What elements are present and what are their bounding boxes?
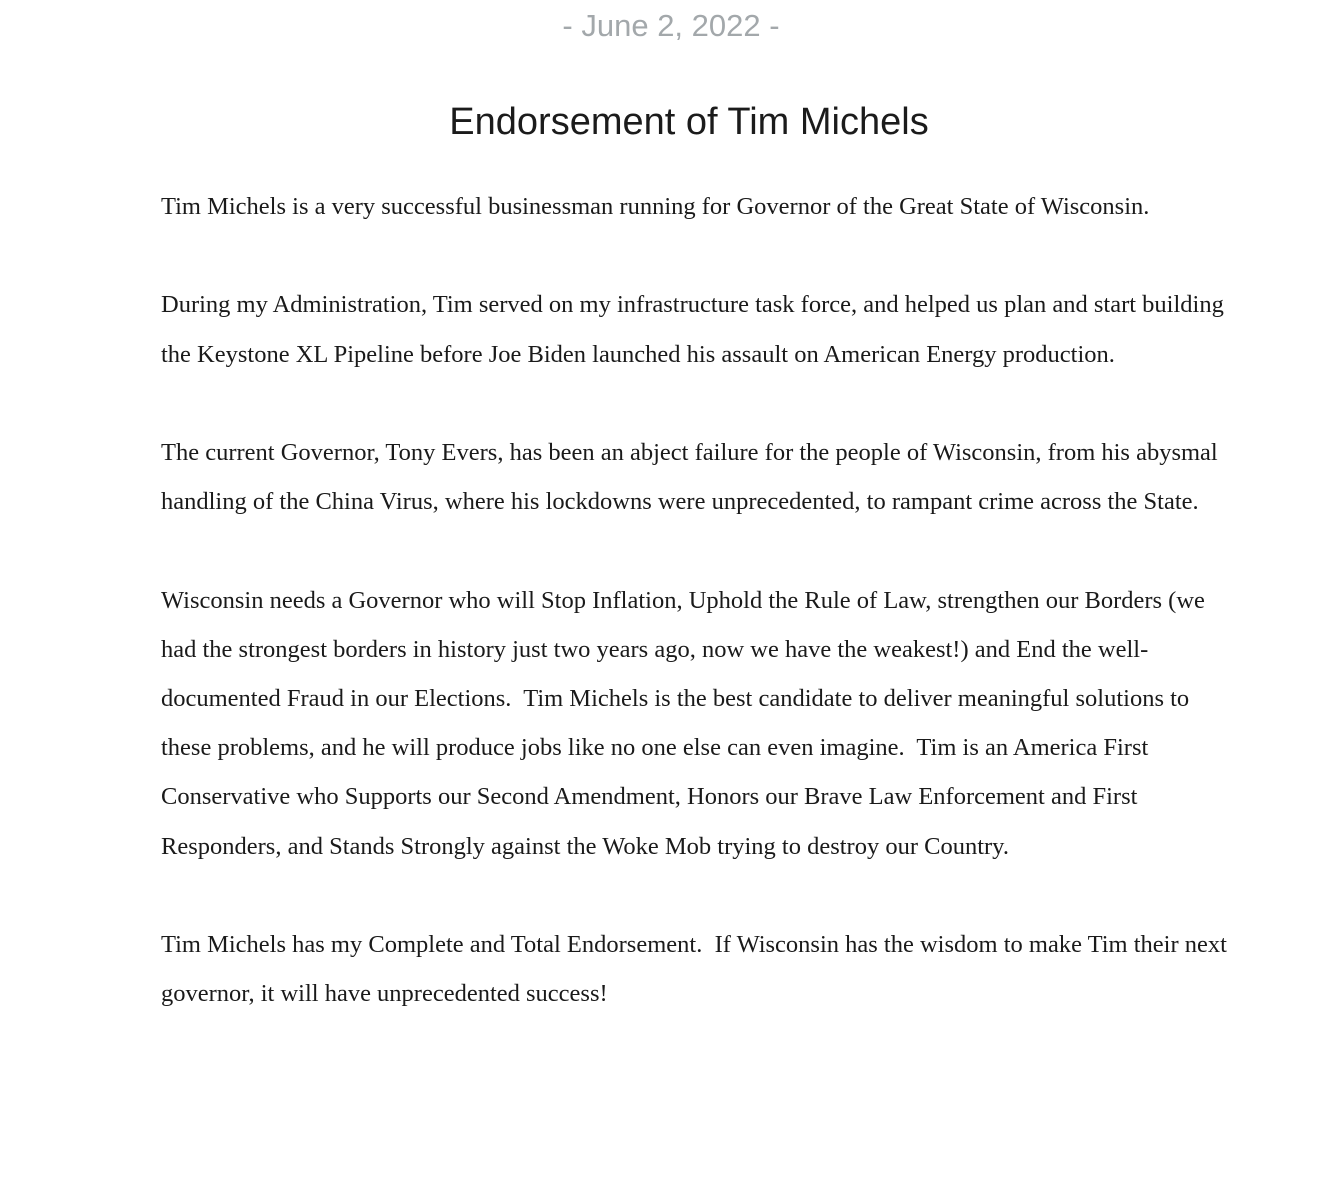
paragraph-administration: During my Administration, Tim served on my infrastructure task force, and helped us plan and start building the Keystone XL Pipeline before Joe Biden launched his assault on American Energy production. <box>161 291 1230 368</box>
document-date: - June 2, 2022 - <box>562 8 780 43</box>
document-title: Endorsement of Tim Michels <box>449 101 929 143</box>
paragraph-wisconsin-needs: Wisconsin needs a Governor who will Stop Inflation, Uphold the Rule of Law, strengthen our Borders (we had the strongest borders in history just two years ago, now we have the weakest!) and End the well-documented Fraud in our Elections. Tim Michels is the best candidate to deliver meaningful solutions to these problems, and he will produce jobs like no one else can even imagine. Tim is an America First Conservative who Supports our Second Amendment, Honors our Brave Law Enforcement and First Responders, and Stands Strongly against the Woke Mob trying to destroy our Country. <box>161 586 1212 860</box>
paragraph-endorsement: Tim Michels has my Complete and Total Endorsement. If Wisconsin has the wisdom to make Tim their next governor, it will have unprecedented success! <box>161 930 1234 1008</box>
document-body <box>161 182 1234 1068</box>
paragraph-current-governor: The current Governor, Tony Evers, has been an abject failure for the people of Wisconsin, from his abysmal handling of the China Virus, where his lockdowns were unprecedented, to rampant crime across the State. <box>161 438 1224 516</box>
paragraph-intro: Tim Michels is a very successful businessman running for Governor of the Great State of Wisconsin. <box>161 193 1150 220</box>
